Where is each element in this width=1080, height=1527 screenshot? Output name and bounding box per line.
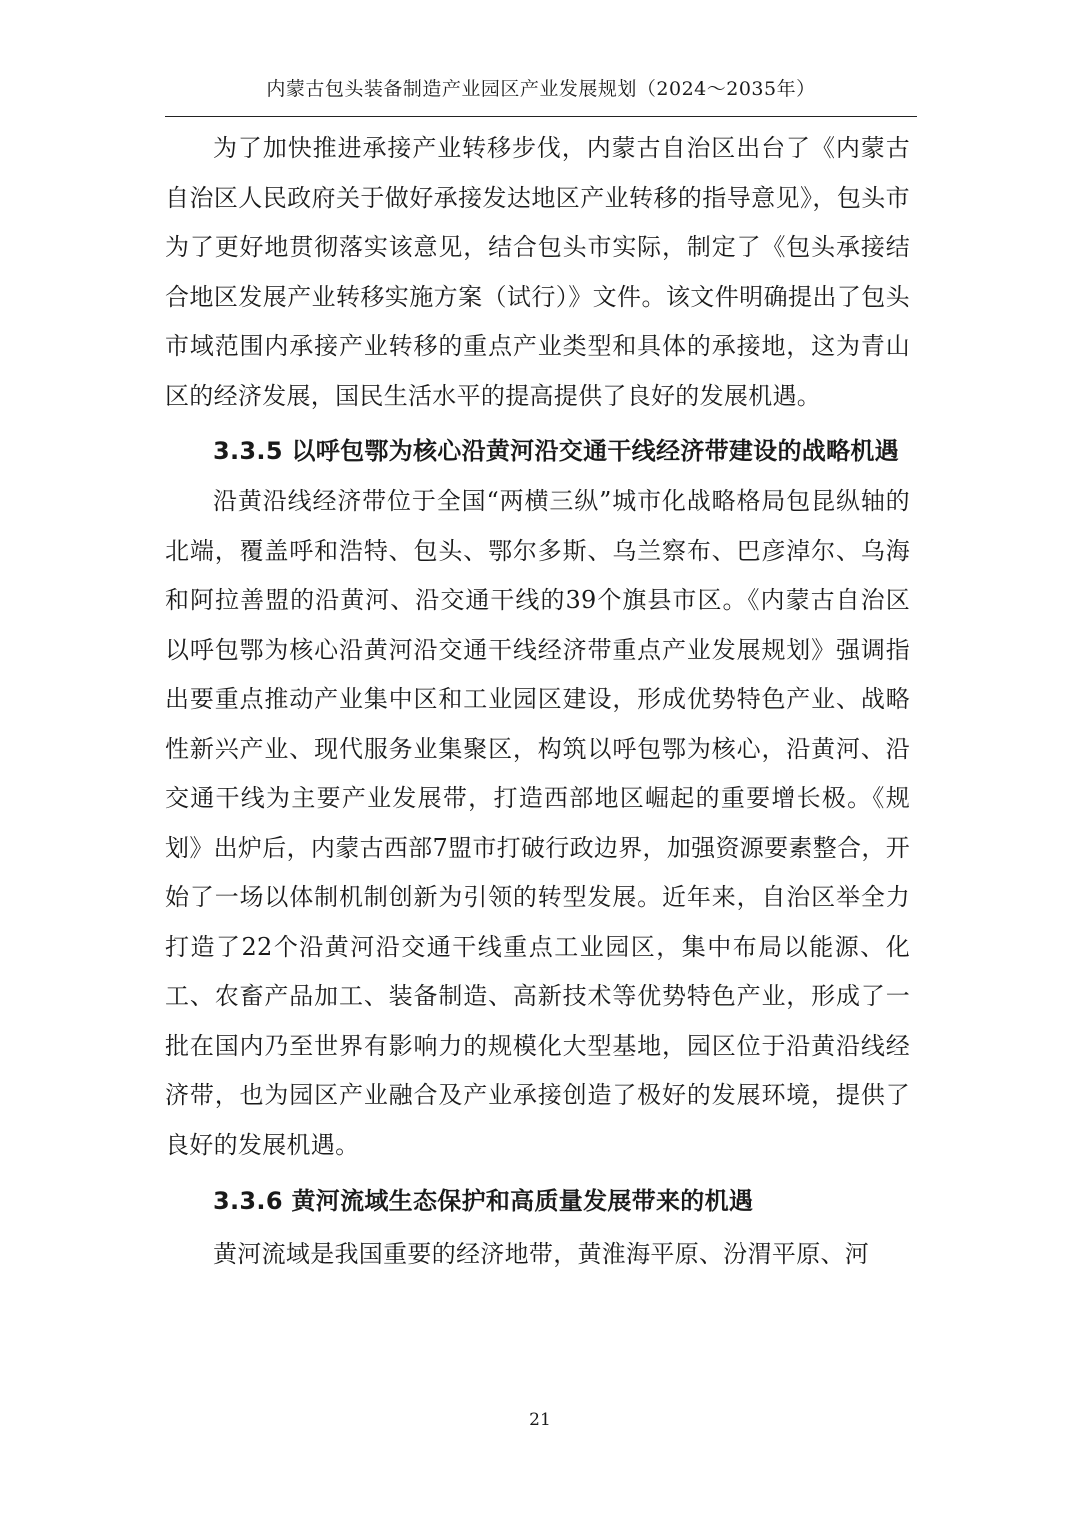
header-divider (165, 116, 917, 117)
page-number: 21 (529, 1410, 551, 1430)
section-heading-3-3-6: 3.3.6 黄河流域生态保护和高质量发展带来的机遇 (213, 1187, 754, 1215)
running-header: 内蒙古包头装备制造产业园区产业发展规划（2024～2035年） (266, 78, 816, 100)
page-body (165, 124, 910, 1280)
section-3-3-5-paragraph: 沿黄沿线经济带位于全国“两横三纵”城市化战略格局包昆纵轴的北端，覆盖呼和浩特、包头、鄂尔多斯、乌兰察布、巴彦淖尔、乌海和阿拉善盟的沿黄河、沿交通干线的39个旗县市区。《内蒙古自治区以呼包鄂为核心沿黄河沿交通干线经济带重点产业发展规划》强调指出要重点推动产业集中区和工业园区建设，形成优势特色产业、战略性新兴产业、现代服务业集聚区，构筑以呼包鄂为核心，沿黄河、沿交通干线为主要产业发展带，打造西部地区崛起的重要增长极。《规划》出炉后，内蒙古西部7盟市打破行政边界，加强资源要素整合，开始了一场以体制机制创新为引领的转型发展。近年来，自治区举全力打造了22个沿黄河沿交通干线重点工业园区，集中布局以能源、化工、农畜产品加工、装备制造、高新技术等优势特色产业，形成了一批在国内乃至世界有影响力的规模化大型基地，园区位于沿黄沿线经济带，也为园区产业融合及产业承接创造了极好的发展环境，提供了良好的发展机遇。 (165, 487, 910, 1159)
intro-paragraph: 为了加快推进承接产业转移步伐，内蒙古自治区出台了《内蒙古自治区人民政府关于做好承接发达地区产业转移的指导意见》，包头市为了更好地贯彻落实该意见，结合包头市实际，制定了《包头承接结合地区发展产业转移实施方案（试行）》文件。该文件明确提出了包头市域范围内承接产业转移的重点产业类型和具体的承接地，这为青山区的经济发展，国民生活水平的提高提供了良好的发展机遇。 (165, 134, 910, 410)
section-heading-3-3-5: 3.3.5 以呼包鄂为核心沿黄河沿交通干线经济带建设的战略机遇 (213, 437, 899, 465)
section-3-3-6-paragraph: 黄河流域是我国重要的经济地带，黄淮海平原、汾渭平原、河 (213, 1240, 870, 1268)
